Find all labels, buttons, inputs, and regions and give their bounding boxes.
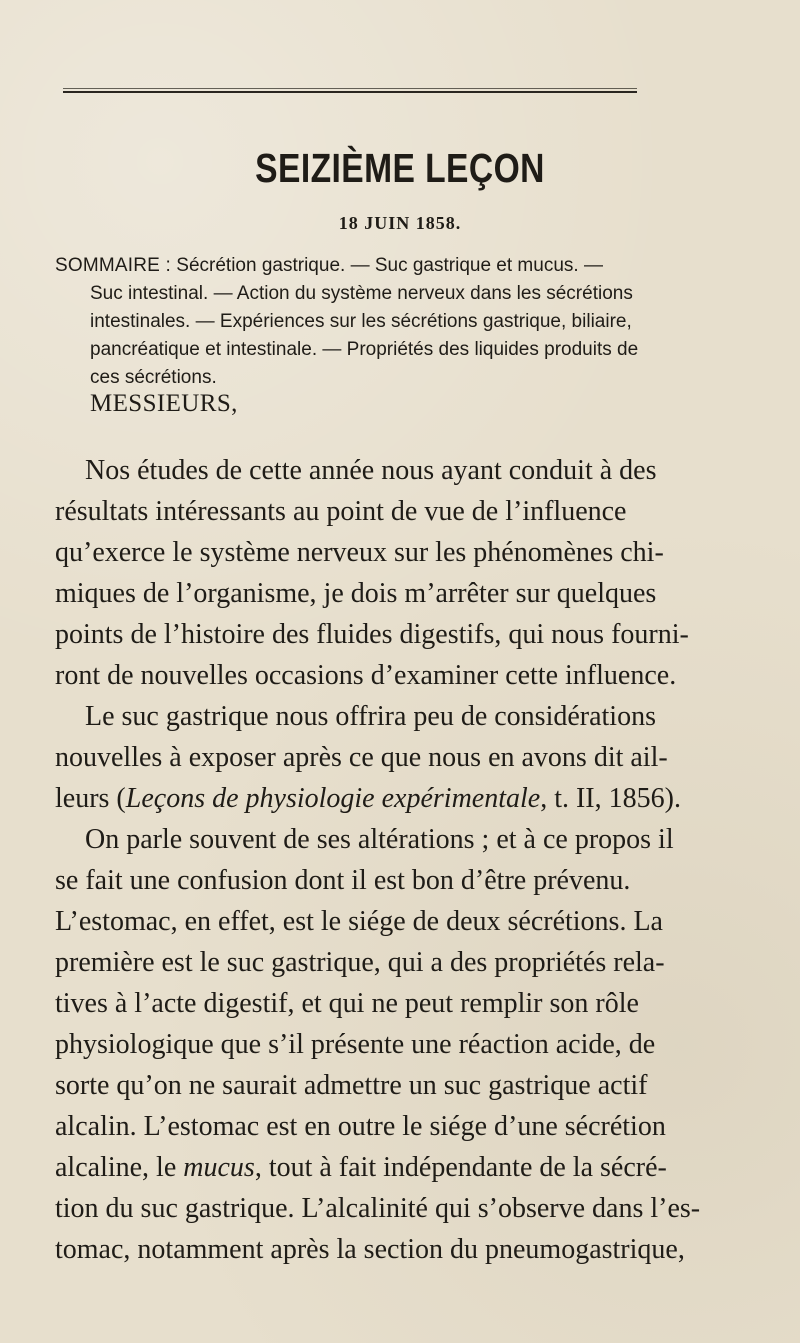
body-line-5: points de l’histoire des fluides digestifs, qui nous fourni- xyxy=(55,619,689,650)
body-line-8: nouvelles à exposer après ce que nous en avons dit ail- xyxy=(55,742,668,773)
body-line-9-before: leurs ( xyxy=(55,783,126,814)
body-line-12: L’estomac, en effet, est le siége de deux sécrétions. La xyxy=(55,906,663,937)
body-line-17: alcalin. L’estomac est en outre le siége d’une sécrétion xyxy=(55,1111,666,1142)
body-line-18 xyxy=(55,1147,723,1188)
summary-label: SOMMAIRE : xyxy=(55,255,172,276)
body-line-11: se fait une confusion dont il est bon d’être prévenu. xyxy=(55,865,631,896)
salutation: MESSIEURS, xyxy=(90,390,238,417)
top-rule xyxy=(63,88,637,93)
summary-text-1: Sécrétion gastrique. — Suc gastrique et mucus. — xyxy=(176,255,603,276)
body-line-2: résultats intéressants au point de vue de l’influence xyxy=(55,496,627,527)
body-line-3: qu’exerce le système nerveux sur les phénomènes chi- xyxy=(55,537,664,568)
mucus-term: mucus xyxy=(183,1152,255,1183)
body-line-1: Nos études de cette année nous ayant conduit à des xyxy=(85,455,657,486)
body-line-7: Le suc gastrique nous offrira peu de considérations xyxy=(85,701,656,732)
body-line-16: sorte qu’on ne saurait admettre un suc gastrique actif xyxy=(55,1070,648,1101)
body-line-19: tion du suc gastrique. L’alcalinité qui s’observe dans l’es- xyxy=(55,1193,701,1224)
body-line-6: ront de nouvelles occasions d’examiner cette influence. xyxy=(55,660,677,691)
page-title: SEIZIÈME LEÇON xyxy=(255,145,545,191)
summary-block xyxy=(55,252,728,392)
summary-line-1 xyxy=(55,252,728,280)
body-line-18-before: alcaline, le xyxy=(55,1152,184,1183)
summary-line-4: pancréatique et intestinale. — Propriétés des liquides produits de xyxy=(90,339,639,360)
body-line-9 xyxy=(55,778,723,819)
summary-line-2: Suc intestinal. — Action du système nerveux dans les sécrétions xyxy=(90,283,633,304)
body-text xyxy=(55,450,723,1270)
body-line-9-after: , t. II, 1856). xyxy=(540,783,681,814)
lecture-date: 18 JUIN 1858. xyxy=(338,213,462,233)
body-line-4: miques de l’organisme, je dois m’arrêter sur quelques xyxy=(55,578,657,609)
book-title: Leçons de physiologie expérimentale xyxy=(125,783,541,814)
body-line-18-after: , tout à fait indépendante de la sécré- xyxy=(254,1152,667,1183)
body-line-15: physiologique que s’il présente une réaction acide, de xyxy=(55,1029,656,1060)
body-line-20: tomac, notamment après la section du pneumogastrique, xyxy=(55,1234,685,1265)
body-line-13: première est le suc gastrique, qui a des propriétés rela- xyxy=(55,947,665,978)
summary-line-3: intestinales. — Expériences sur les sécrétions gastrique, biliaire, xyxy=(90,311,632,332)
body-line-10: On parle souvent de ses altérations ; et à ce propos il xyxy=(85,824,674,855)
body-line-14: tives à l’acte digestif, et qui ne peut remplir son rôle xyxy=(55,988,639,1019)
summary-line-5: ces sécrétions. xyxy=(90,367,217,388)
